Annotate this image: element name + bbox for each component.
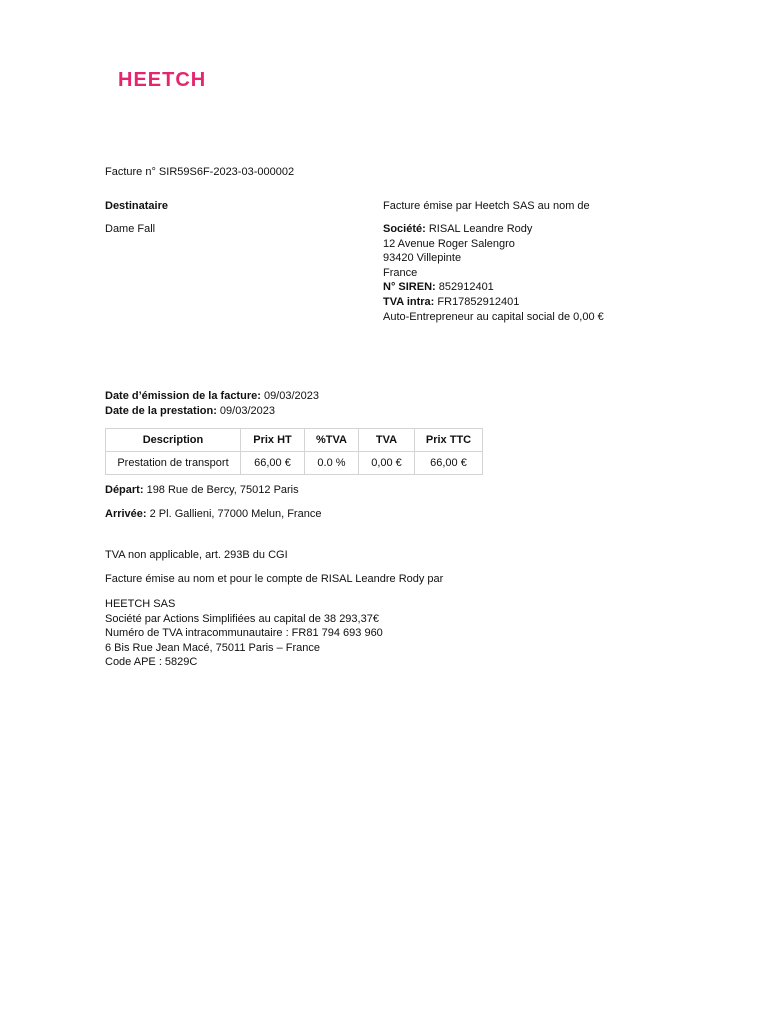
on-behalf-note: Facture émise au nom et pour le compte de RISAL Leandre Rody par [105,573,444,585]
invoice-items-table [105,428,483,475]
table-cell: 0.0 % [305,452,359,475]
issuer-company: Société: RISAL Leandre Rody [383,223,533,235]
column-header: Prix TTC [415,429,483,452]
dates-block [105,389,319,418]
issuer-intro: Facture émise par Heetch SAS au nom de [383,200,590,212]
recipient-heading: Destinataire [105,200,168,212]
table-cell: 66,00 € [241,452,305,475]
heetch-name: HEETCH SAS [105,598,176,610]
issuer-tva: TVA intra: FR17852912401 [383,295,520,308]
table-row [106,452,483,475]
issuer-capital: Auto-Entrepreneur au capital social de 0,00 € [383,310,604,323]
heetch-company-info [105,597,383,670]
heetch-ape: Code APE : 5829C [105,656,198,669]
issuer-siren: N° SIREN: 852912401 [383,281,494,294]
departure-address: Départ: 198 Rue de Bercy, 75012 Paris [105,484,299,496]
heetch-logo: HEETCH [118,69,207,91]
column-header: Description [106,429,241,452]
table-header-row [106,429,483,452]
arrival-address: Arrivée: 2 Pl. Gallieni, 77000 Melun, France [105,508,322,520]
table-cell: 66,00 € [415,452,483,475]
column-header: %TVA [305,429,359,452]
table-cell: Prestation de transport [106,452,241,475]
service-date: Date de la prestation: 09/03/2023 [105,404,275,417]
column-header: TVA [359,429,415,452]
heetch-vat-number: Numéro de TVA intracommunautaire : FR81 794 693 960 [105,627,383,640]
invoice-number: Facture n° SIR59S6F-2023-03-000002 [105,166,295,178]
issuer-address2: 93420 Villepinte [383,252,462,265]
recipient-name: Dame Fall [105,223,156,235]
heetch-legal: Société par Actions Simplifiées au capital de 38 293,37€ [105,612,379,625]
column-header: Prix HT [241,429,305,452]
vat-note: TVA non applicable, art. 293B du CGI [105,549,288,561]
table-cell: 0,00 € [359,452,415,475]
issuer-address1: 12 Avenue Roger Salengro [383,237,515,250]
issuer-block [383,222,604,324]
issuer-country: France [383,266,418,279]
issue-date: Date d’émission de la facture: 09/03/2023 [105,390,320,402]
heetch-address: 6 Bis Rue Jean Macé, 75011 Paris – France [105,641,321,654]
